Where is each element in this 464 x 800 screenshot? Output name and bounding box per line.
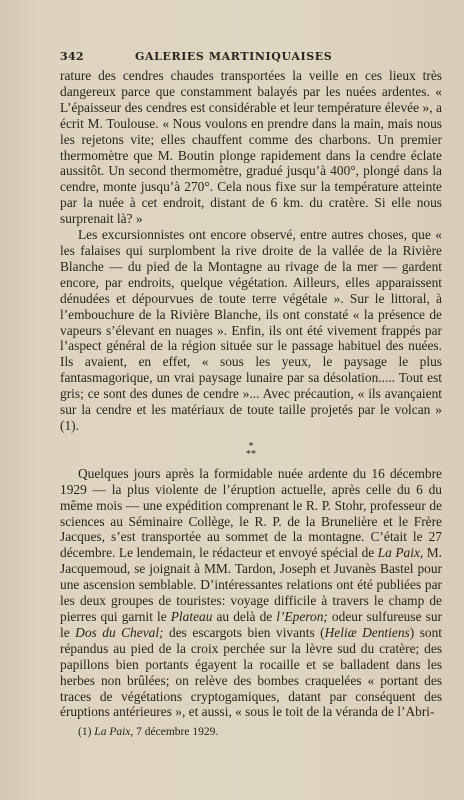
- p3-text-g: odeur sulfureuse sur le: [60, 609, 442, 640]
- section-separator: [60, 440, 442, 460]
- p3-italic-species: Heliæ Dentiens: [324, 624, 410, 640]
- p3-text-k: ) sont répandus au pied de la croix perchée sur la lèvre sud du cratère; des papillons bien portants égayent la rocaille et se balladent dans les herbes non brûlées; on relève des bombes craquelées « portant des traces de végétations cryptogamiques, datant par conséquent des éruptions antérieures », et aussi, « sous le toit de la véranda de l’Abri-: [60, 624, 443, 720]
- footnote-marker: (1): [78, 726, 92, 739]
- p3-italic-plateau: Plateau: [170, 609, 213, 624]
- asterism-top: *: [248, 440, 254, 452]
- paragraph-1: rature des cendres chaudes transportées la veille en ces lieux très dangereux parce que constamment balayés par les nuées ardentes. « L’épaisseur des cendres est considérable et leur température élevée », a écrit M. Toulouse. « Nous voulons en prendre dans la main, mais nous les rejetons vite; elles chauffent comme des charbons. Un premier thermomètre que M. Boutin plonge rapidement dans la cendre éclate aussitôt. Un second thermomètre, gradué jusqu’à 400°, plongé dans la cendre, monte jusqu’à 270°. Cela nous fixe sur la température atteinte par la nuée à cet endroit, distant de 6 km. du cratère. Si elle nous surprenait là? »: [60, 68, 442, 227]
- p3-text-e: au delà de: [212, 609, 277, 624]
- footnote-date: , 7 décembre 1929.: [130, 726, 219, 739]
- paragraph-2: Les excursionnistes ont encore observé, entre autres choses, que « les falaises qui surplombent la rive droite de la vallée de la Rivière Blanche — du pied de la Montagne au rivage de la mer — gardent encore, par endroits, quelque végétation. Ailleurs, elles apparaissent dénudées et dépourvues de toute terre végétale ». Sur le littoral, à l’embouchure de la Rivière Blanche, ils ont constaté « la présence de vapeurs s’élevant en nuages ». Enfin, ils ont été vivement frappés par l’aspect général de la région située sur le passage habituel des nuées. Ils avaient, en effet, « sous les yeux, le paysage le plus fantasmagorique, un vrai paysage lunaire par sa désolation..... Tout est gris; ce sont des dunes de cendre »... Avec précaution, « ils avançaient sur la cendre et les matériaux de toute taille projetés par le volcan » (1).: [60, 227, 442, 433]
- p3-text-i: des escargots bien vivants (: [163, 624, 325, 640]
- page-number: 342: [60, 50, 84, 63]
- p3-text-a: Quelques jours après la formidable nuée ardente du 16 décembre 1929 — la plus violente de l’éruption actuelle, après celle du 6 du même mois — une expédition comprenant le R. P. Stohr, professeur de sciences au Séminaire Collège, le R. P. de la Brunelière et le Frère Jacques, s’est transportée au sommet de la montagne. C’était le 27 décembre. Le lendemain, le rédacteur et envoyé spécial de: [60, 465, 442, 561]
- p3-text-c: , M. Jacquemoud, se joignait à MM. Tardon, Joseph et Juvanès Bastel pour une ascension semblable. D’intéressantes relations ont été publiées par les deux groupes de touristes: voyage difficile à travers le champ de pierres qui garnit le: [60, 545, 443, 624]
- p3-italic-dos-du-cheval: Dos du Cheval;: [75, 624, 164, 640]
- running-title: GALERIES MARTINIQUAISES: [135, 50, 333, 63]
- footnote-source: La Paix: [94, 726, 131, 739]
- paragraph-3: [60, 466, 442, 721]
- footnote: [60, 726, 442, 738]
- page-header: [60, 50, 442, 68]
- asterism-bottom: **: [246, 448, 256, 460]
- p3-italic-la-paix: La Paix: [377, 545, 420, 561]
- page-body: [60, 68, 442, 720]
- p3-italic-eperon: l’Eperon;: [276, 609, 328, 624]
